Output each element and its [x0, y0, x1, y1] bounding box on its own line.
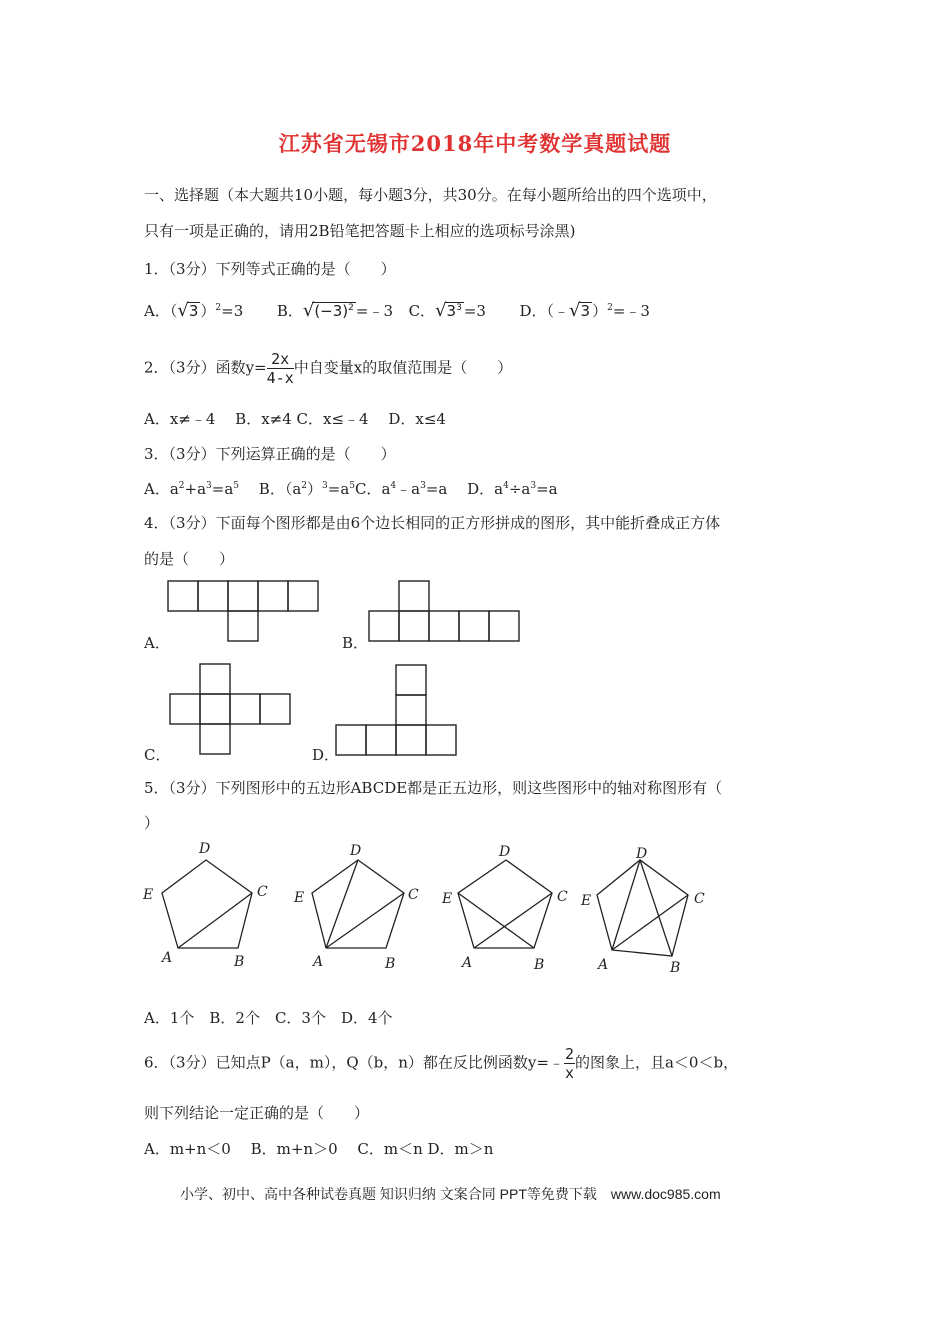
q2-options: A．x≠﹣4 B．x≠4 C．x≤﹣4 D．x≤4 [144, 410, 446, 428]
p2-label-a: A [313, 954, 324, 970]
p3-label-d: D [499, 844, 511, 860]
p4-label-d: D [636, 846, 648, 862]
q1-option-b: B．$√(-3)^2$ =﹣3 [276, 300, 394, 321]
p2-label-b: B [385, 956, 396, 972]
q1-stem: 1．（3分）下列等式正确的是（ ） [144, 260, 396, 278]
q4-label-d: D． [312, 746, 340, 764]
section-instruction-line2: 只有一项是正确的，请用2B铅笔把答题卡上相应的选项标号涂黑) [144, 222, 576, 240]
p3-label-b: B [534, 957, 545, 973]
q1-option-c: C．$√3^3 =3$ [408, 300, 486, 321]
p4-label-c: C [694, 891, 705, 907]
p1-label-a: A [162, 950, 173, 966]
q2-fraction: $\frac{2x}{4-x}$ [266, 350, 294, 387]
q6-stem: 6．（3分）已知点P（a，m），Q（b，n）都在反比例函数y=﹣ $\frac{2}{x}$ 的图象上，且a＜0＜b， [144, 1045, 739, 1082]
section-instruction-line1: 一、选择题（本大题共10小题，每小题3分，共30分。在每小题所给出的四个选项中， [144, 186, 717, 204]
p3-label-c: C [557, 889, 568, 905]
q6-stem-line2: 则下列结论一定正确的是（ ） [144, 1104, 370, 1122]
q3-options: A．$a^2+a^3=a^5$ B．$(a^2)^3=a^5C$．$a^4﹣a^3=a$ D．$a^4\div a^3=a$ [144, 480, 558, 498]
p1-label-b: B [234, 954, 245, 970]
p4-label-b: B [670, 960, 681, 976]
q4-label-b: B． [342, 634, 369, 652]
p4-label-a: A [598, 957, 609, 973]
pentagon-4 [597, 860, 688, 956]
p2-label-c: C [408, 887, 419, 903]
p1-label-e: E [143, 887, 154, 903]
q4-label-a: A． [144, 634, 170, 652]
p1-label-c: C [257, 884, 268, 900]
q2-stem: 2．（3分）函数y= $\frac{2x}{4-x}$ 中自变量x的取值范围是（ ） [144, 350, 513, 387]
q4-label-c: C． [144, 746, 171, 764]
p4-label-e: E [581, 893, 592, 909]
p2-label-e: E [294, 890, 305, 906]
q5-options: A．1个 B．2个 C．3个 D．4个 [144, 1009, 393, 1027]
q1-option-d: D．（﹣√3 ）$^2$=﹣3 [519, 300, 650, 321]
q5-stem-line2: ） [144, 814, 160, 832]
pentagon-1 [162, 860, 252, 948]
q6-options: A．m+n＜0 B．m+n＞0 C．m＜n D．m＞n [144, 1140, 494, 1158]
p3-label-a: A [462, 955, 473, 971]
q1-option-a: A．（√3 ）$^2$=3 [144, 300, 244, 321]
q3-stem: 3．（3分）下列运算正确的是（ ） [144, 445, 396, 463]
p3-label-e: E [442, 891, 453, 907]
q5-stem-line1: 5．（3分）下列图形中的五边形ABCDE都是正五边形，则这些图形中的轴对称图形有（ [144, 779, 723, 797]
page-title: 江苏省无锡市2018年中考数学真题试题 [278, 131, 672, 156]
q4-stem-line1: 4．（3分）下面每个图形都是由6个边长相同的正方形拼成的图形，其中能折叠成正方体 [144, 514, 721, 532]
pentagon-3 [458, 860, 552, 948]
q4-stem-line2: 的是（ ） [144, 550, 235, 568]
footer-text: 小学、初中、高中各种试卷真题 知识归纳 文案合同 PPT等免费下载 www.doc985.com [180, 1186, 721, 1202]
pentagon-2 [312, 860, 404, 948]
p1-label-d: D [199, 841, 211, 857]
p2-label-d: D [350, 843, 362, 859]
q6-fraction: $\frac{2}{x}$ [564, 1045, 574, 1082]
